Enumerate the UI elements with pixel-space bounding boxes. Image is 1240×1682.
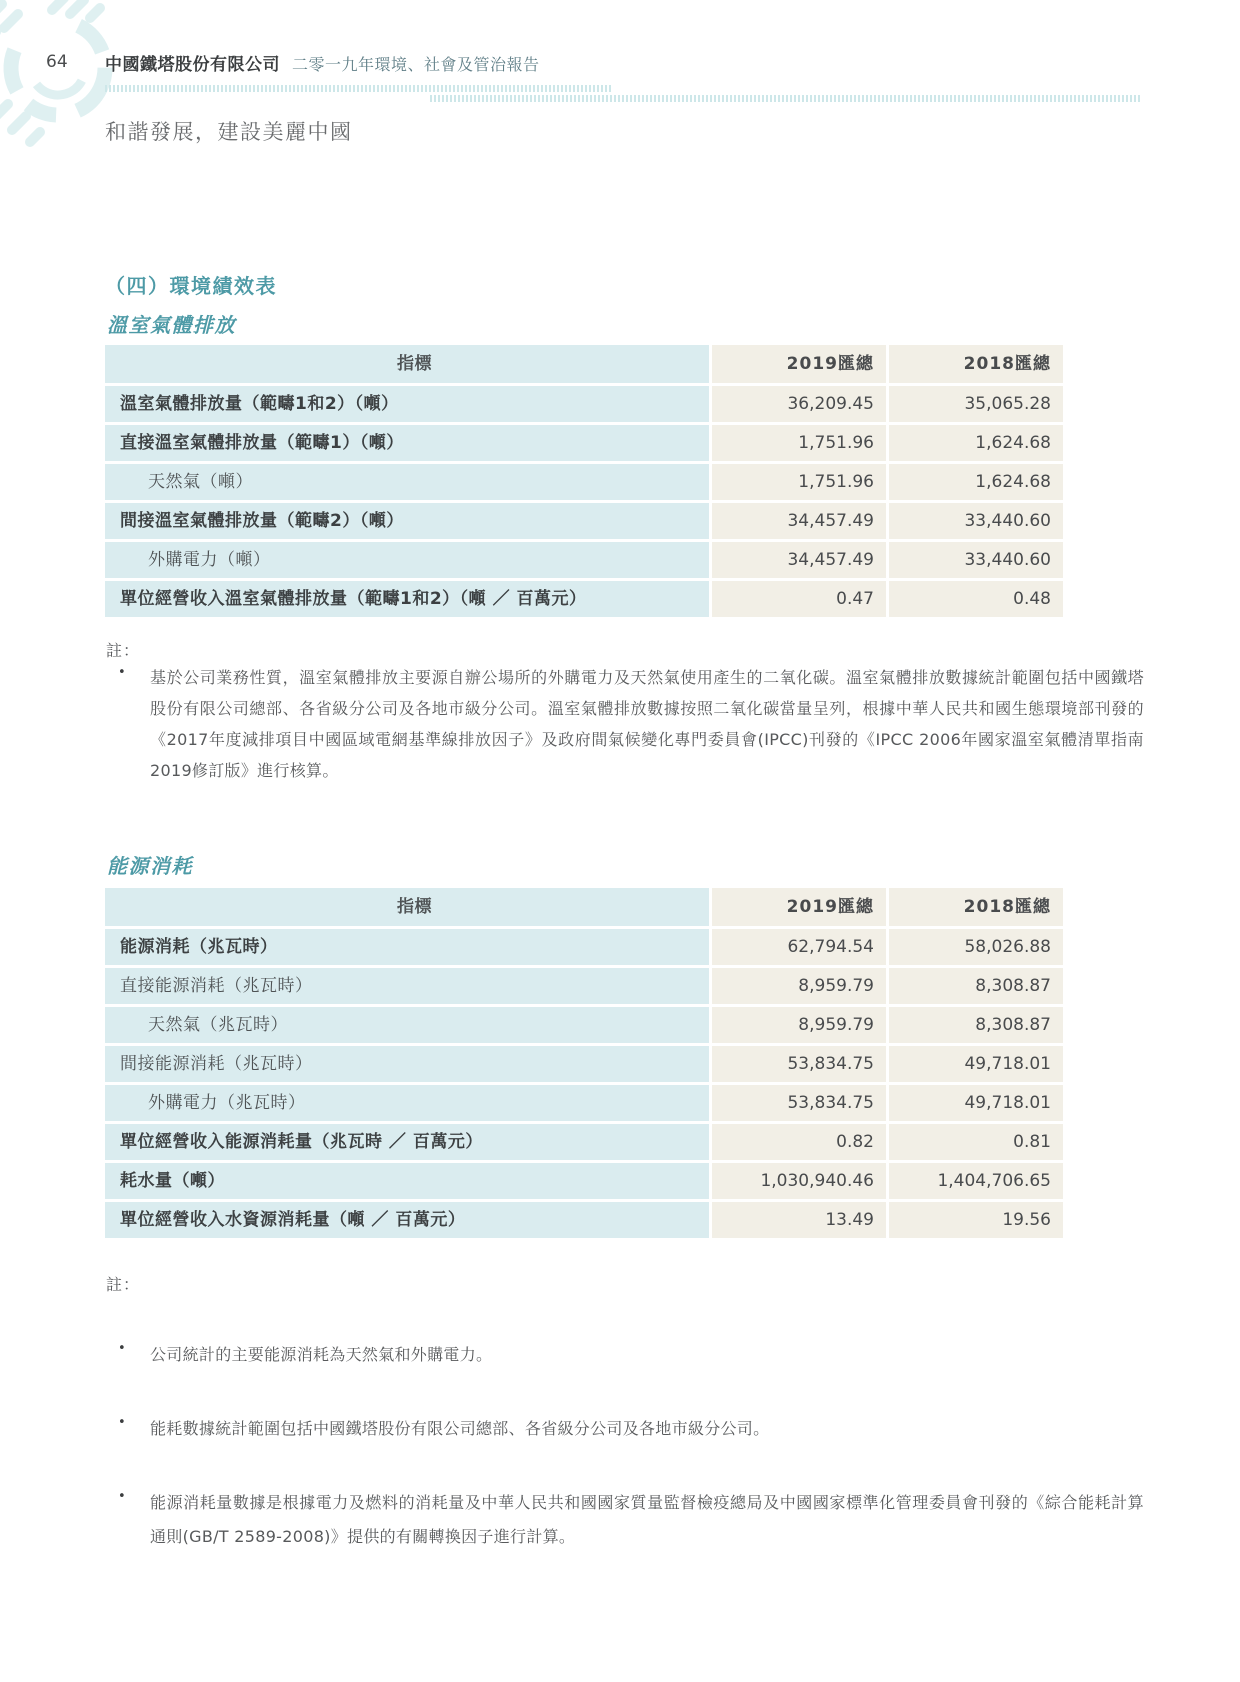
value-2019: 62,794.54 (712, 929, 886, 965)
row-label: 能源消耗（兆瓦時） (105, 929, 709, 965)
row-label: 耗水量（噸） (105, 1163, 709, 1199)
table-row (105, 386, 1063, 422)
column-header-2019: 2019匯總 (712, 888, 886, 926)
row-label: 溫室氣體排放量（範疇1和2）（噸） (105, 386, 709, 422)
value-2018: 58,026.88 (889, 929, 1063, 965)
value-2019: 1,030,940.46 (712, 1163, 886, 1199)
value-2018: 0.48 (889, 581, 1063, 617)
column-header-indicator: 指標 (105, 888, 709, 926)
value-2019: 53,834.75 (712, 1046, 886, 1082)
table-row (105, 968, 1063, 1004)
energy-note-item (118, 1486, 1144, 1554)
value-2018: 1,624.68 (889, 464, 1063, 500)
table-row (105, 1124, 1063, 1160)
value-2018: 1,404,706.65 (889, 1163, 1063, 1199)
table-row (105, 542, 1063, 578)
value-2018: 49,718.01 (889, 1046, 1063, 1082)
row-label: 天然氣（兆瓦時） (105, 1007, 709, 1043)
value-2019: 1,751.96 (712, 464, 886, 500)
column-header-2018: 2018匯總 (889, 888, 1063, 926)
page-number: 64 (46, 52, 68, 72)
value-2018: 0.81 (889, 1124, 1063, 1160)
value-2018: 33,440.60 (889, 503, 1063, 539)
energy-table (105, 888, 1063, 1241)
chapter-tagline: 和諧發展，建設美麗中國 (105, 120, 353, 144)
value-2019: 0.47 (712, 581, 886, 617)
bullet-icon: • (118, 665, 126, 680)
column-header-indicator: 指標 (105, 345, 709, 383)
header-rule-top (105, 85, 613, 92)
section-title: （四）環境績效表 (105, 274, 277, 298)
row-label: 單位經營收入能源消耗量（兆瓦時 ／ 百萬元） (105, 1124, 709, 1160)
energy-note-text: 能源消耗量數據是根據電力及燃料的消耗量及中華人民共和國國家質量監督檢疫總局及中國國家標準化管理委員會刊發的《綜合能耗計算通則(GB/T 2589-2008)》提供的有關轉換因子進行計算。 (150, 1493, 1144, 1546)
row-label: 外購電力（噸） (105, 542, 709, 578)
value-2018: 1,624.68 (889, 425, 1063, 461)
ghg-note-item (118, 662, 1144, 786)
energy-note-text: 能耗數據統計範圍包括中國鐵塔股份有限公司總部、各省級分公司及各地市級分公司。 (150, 1419, 770, 1438)
value-2018: 49,718.01 (889, 1085, 1063, 1121)
row-label: 外購電力（兆瓦時） (105, 1085, 709, 1121)
table-row (105, 581, 1063, 617)
energy-table-header-row (105, 888, 1063, 926)
table-row (105, 1007, 1063, 1043)
table-row (105, 1085, 1063, 1121)
row-label: 直接溫室氣體排放量（範疇1）（噸） (105, 425, 709, 461)
column-header-2019: 2019匯總 (712, 345, 886, 383)
ghg-table (105, 345, 1063, 620)
bullet-icon: • (118, 1341, 126, 1356)
table-row (105, 425, 1063, 461)
company-name: 中國鐵塔股份有限公司 (105, 55, 280, 75)
value-2018: 19.56 (889, 1202, 1063, 1238)
energy-table-title: 能源消耗 (107, 854, 193, 878)
value-2019: 34,457.49 (712, 542, 886, 578)
row-label: 天然氣（噸） (105, 464, 709, 500)
value-2019: 13.49 (712, 1202, 886, 1238)
energy-note-item (118, 1412, 1144, 1446)
row-label: 直接能源消耗（兆瓦時） (105, 968, 709, 1004)
table-row (105, 1163, 1063, 1199)
row-label: 間接溫室氣體排放量（範疇2）（噸） (105, 503, 709, 539)
ghg-table-header-row (105, 345, 1063, 383)
value-2019: 8,959.79 (712, 968, 886, 1004)
bullet-icon: • (118, 1415, 126, 1430)
value-2018: 8,308.87 (889, 1007, 1063, 1043)
value-2018: 33,440.60 (889, 542, 1063, 578)
header-rule-bottom (430, 95, 1142, 102)
energy-note-item (118, 1338, 1144, 1372)
value-2019: 8,959.79 (712, 1007, 886, 1043)
row-label: 單位經營收入溫室氣體排放量（範疇1和2）（噸 ／ 百萬元） (105, 581, 709, 617)
ghg-note-text: 基於公司業務性質，溫室氣體排放主要源自辦公場所的外購電力及天然氣使用產生的二氧化碳。溫室氣體排放數據統計範圍包括中國鐵塔股份有限公司總部、各省級分公司及各地市級分公司。溫室氣體排放數據按照二氧化碳當量呈列，根據中華人民共和國生態環境部刊發的《2017年度減排項目中國區域電網基準線排放因子》及政府間氣候變化專門委員會(IPCC)刊發的《IPCC 2006年國家溫室氣體清單指南2019修訂版》進行核算。 (150, 668, 1144, 780)
value-2019: 0.82 (712, 1124, 886, 1160)
value-2018: 8,308.87 (889, 968, 1063, 1004)
value-2019: 36,209.45 (712, 386, 886, 422)
row-label: 間接能源消耗（兆瓦時） (105, 1046, 709, 1082)
table-row (105, 929, 1063, 965)
table-row (105, 464, 1063, 500)
page-header (105, 50, 540, 75)
report-title: 二零一九年環境、社會及管治報告 (292, 55, 540, 74)
bullet-icon: • (118, 1489, 126, 1504)
table-row (105, 1046, 1063, 1082)
ghg-table-title: 溫室氣體排放 (107, 313, 236, 337)
value-2019: 1,751.96 (712, 425, 886, 461)
table-row (105, 1202, 1063, 1238)
energy-note-text: 公司統計的主要能源消耗為天然氣和外購電力。 (150, 1345, 493, 1364)
column-header-2018: 2018匯總 (889, 345, 1063, 383)
energy-note-label: 註： (106, 1275, 141, 1294)
table-row (105, 503, 1063, 539)
row-label: 單位經營收入水資源消耗量（噸 ／ 百萬元） (105, 1202, 709, 1238)
value-2019: 53,834.75 (712, 1085, 886, 1121)
value-2018: 35,065.28 (889, 386, 1063, 422)
value-2019: 34,457.49 (712, 503, 886, 539)
ghg-note-label: 註： (106, 641, 141, 660)
